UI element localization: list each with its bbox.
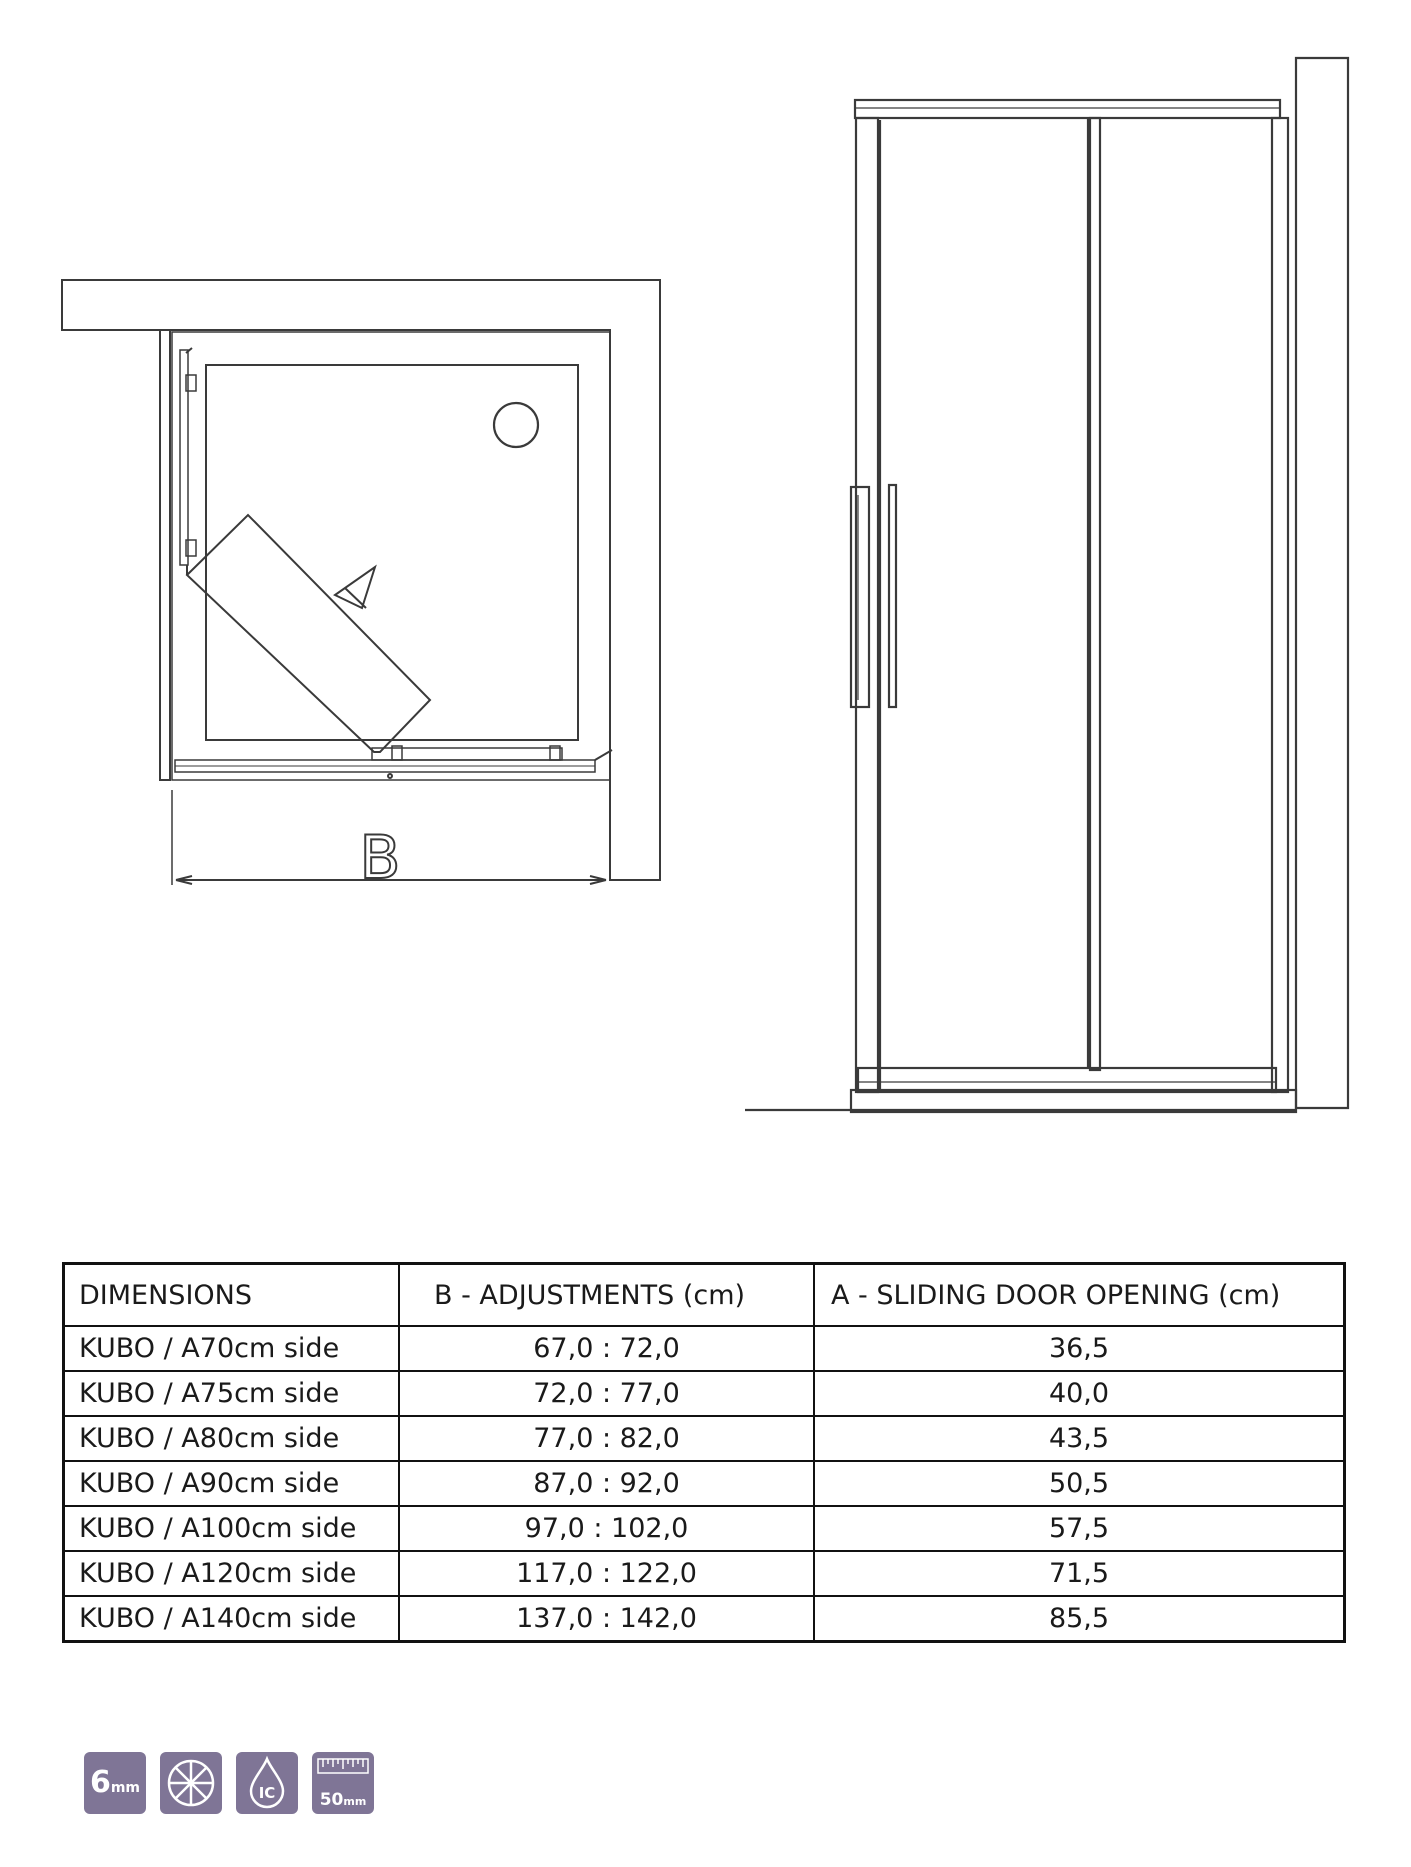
model-cell: KUBO / A75cm side (64, 1371, 400, 1416)
opening-cell: 50,5 (814, 1461, 1345, 1506)
plan-wall (62, 280, 660, 880)
model-cell: KUBO / A100cm side (64, 1506, 400, 1551)
model-cell: KUBO / A140cm side (64, 1596, 400, 1642)
elevation-wall (1296, 58, 1348, 1108)
ic-water-drop-icon (236, 1752, 298, 1814)
header-b-adjustments: B - ADJUSTMENTS (cm) (399, 1264, 814, 1327)
opening-cell: 57,5 (814, 1506, 1345, 1551)
model-cell: KUBO / A90cm side (64, 1461, 400, 1506)
adjustment-cell: 77,0 : 82,0 (399, 1416, 814, 1461)
adjustment-cell: 117,0 : 122,0 (399, 1551, 814, 1596)
adjustment-cell: 72,0 : 77,0 (399, 1371, 814, 1416)
ruler-50mm-icon (312, 1752, 374, 1814)
table-row (64, 1506, 1345, 1551)
plan-dimension-label: B (359, 823, 401, 893)
swing-door-panel (187, 515, 430, 752)
table-row (64, 1551, 1345, 1596)
door-handle-inner (889, 485, 896, 707)
table-row (64, 1371, 1345, 1416)
opening-cell: 40,0 (814, 1371, 1345, 1416)
header-a-sliding-opening: A - SLIDING DOOR OPENING (cm) (814, 1264, 1345, 1327)
adjustment-cell: 67,0 : 72,0 (399, 1326, 814, 1371)
adjustment-cell: 97,0 : 102,0 (399, 1506, 814, 1551)
table-row (64, 1596, 1345, 1642)
table-header-row (64, 1264, 1345, 1327)
table-row (64, 1326, 1345, 1371)
6mm-glass-thickness-icon (84, 1752, 146, 1814)
wall-profile (180, 350, 188, 565)
door-handle-outer (851, 487, 869, 707)
dimensions-table (62, 1262, 1346, 1643)
ruler-label: 50mm (319, 1790, 367, 1810)
header-dimensions: DIMENSIONS (64, 1264, 400, 1327)
floor-plan-view (62, 280, 660, 885)
model-cell: KUBO / A80cm side (64, 1416, 400, 1461)
thickness-unit: mm (110, 1780, 141, 1796)
wheel-icon (160, 1752, 222, 1814)
elevation-tray (851, 1090, 1296, 1112)
opening-cell: 43,5 (814, 1416, 1345, 1461)
opening-cell: 71,5 (814, 1551, 1345, 1596)
drain-icon (494, 403, 538, 447)
svg-text:IC: IC (258, 1784, 276, 1802)
table-row (64, 1461, 1345, 1506)
thickness-value: 6 (89, 1765, 111, 1800)
front-elevation-view (745, 58, 1348, 1112)
table-row (64, 1416, 1345, 1461)
swing-arrow-icon (335, 567, 375, 608)
feature-badges (84, 1752, 374, 1814)
opening-cell: 85,5 (814, 1596, 1345, 1642)
adjustment-cell: 87,0 : 92,0 (399, 1461, 814, 1506)
adjustment-cell: 137,0 : 142,0 (399, 1596, 814, 1642)
opening-cell: 36,5 (814, 1326, 1345, 1371)
model-cell: KUBO / A70cm side (64, 1326, 400, 1371)
tray-basin (206, 365, 578, 740)
model-cell: KUBO / A120cm side (64, 1551, 400, 1596)
shower-tray (172, 332, 610, 780)
